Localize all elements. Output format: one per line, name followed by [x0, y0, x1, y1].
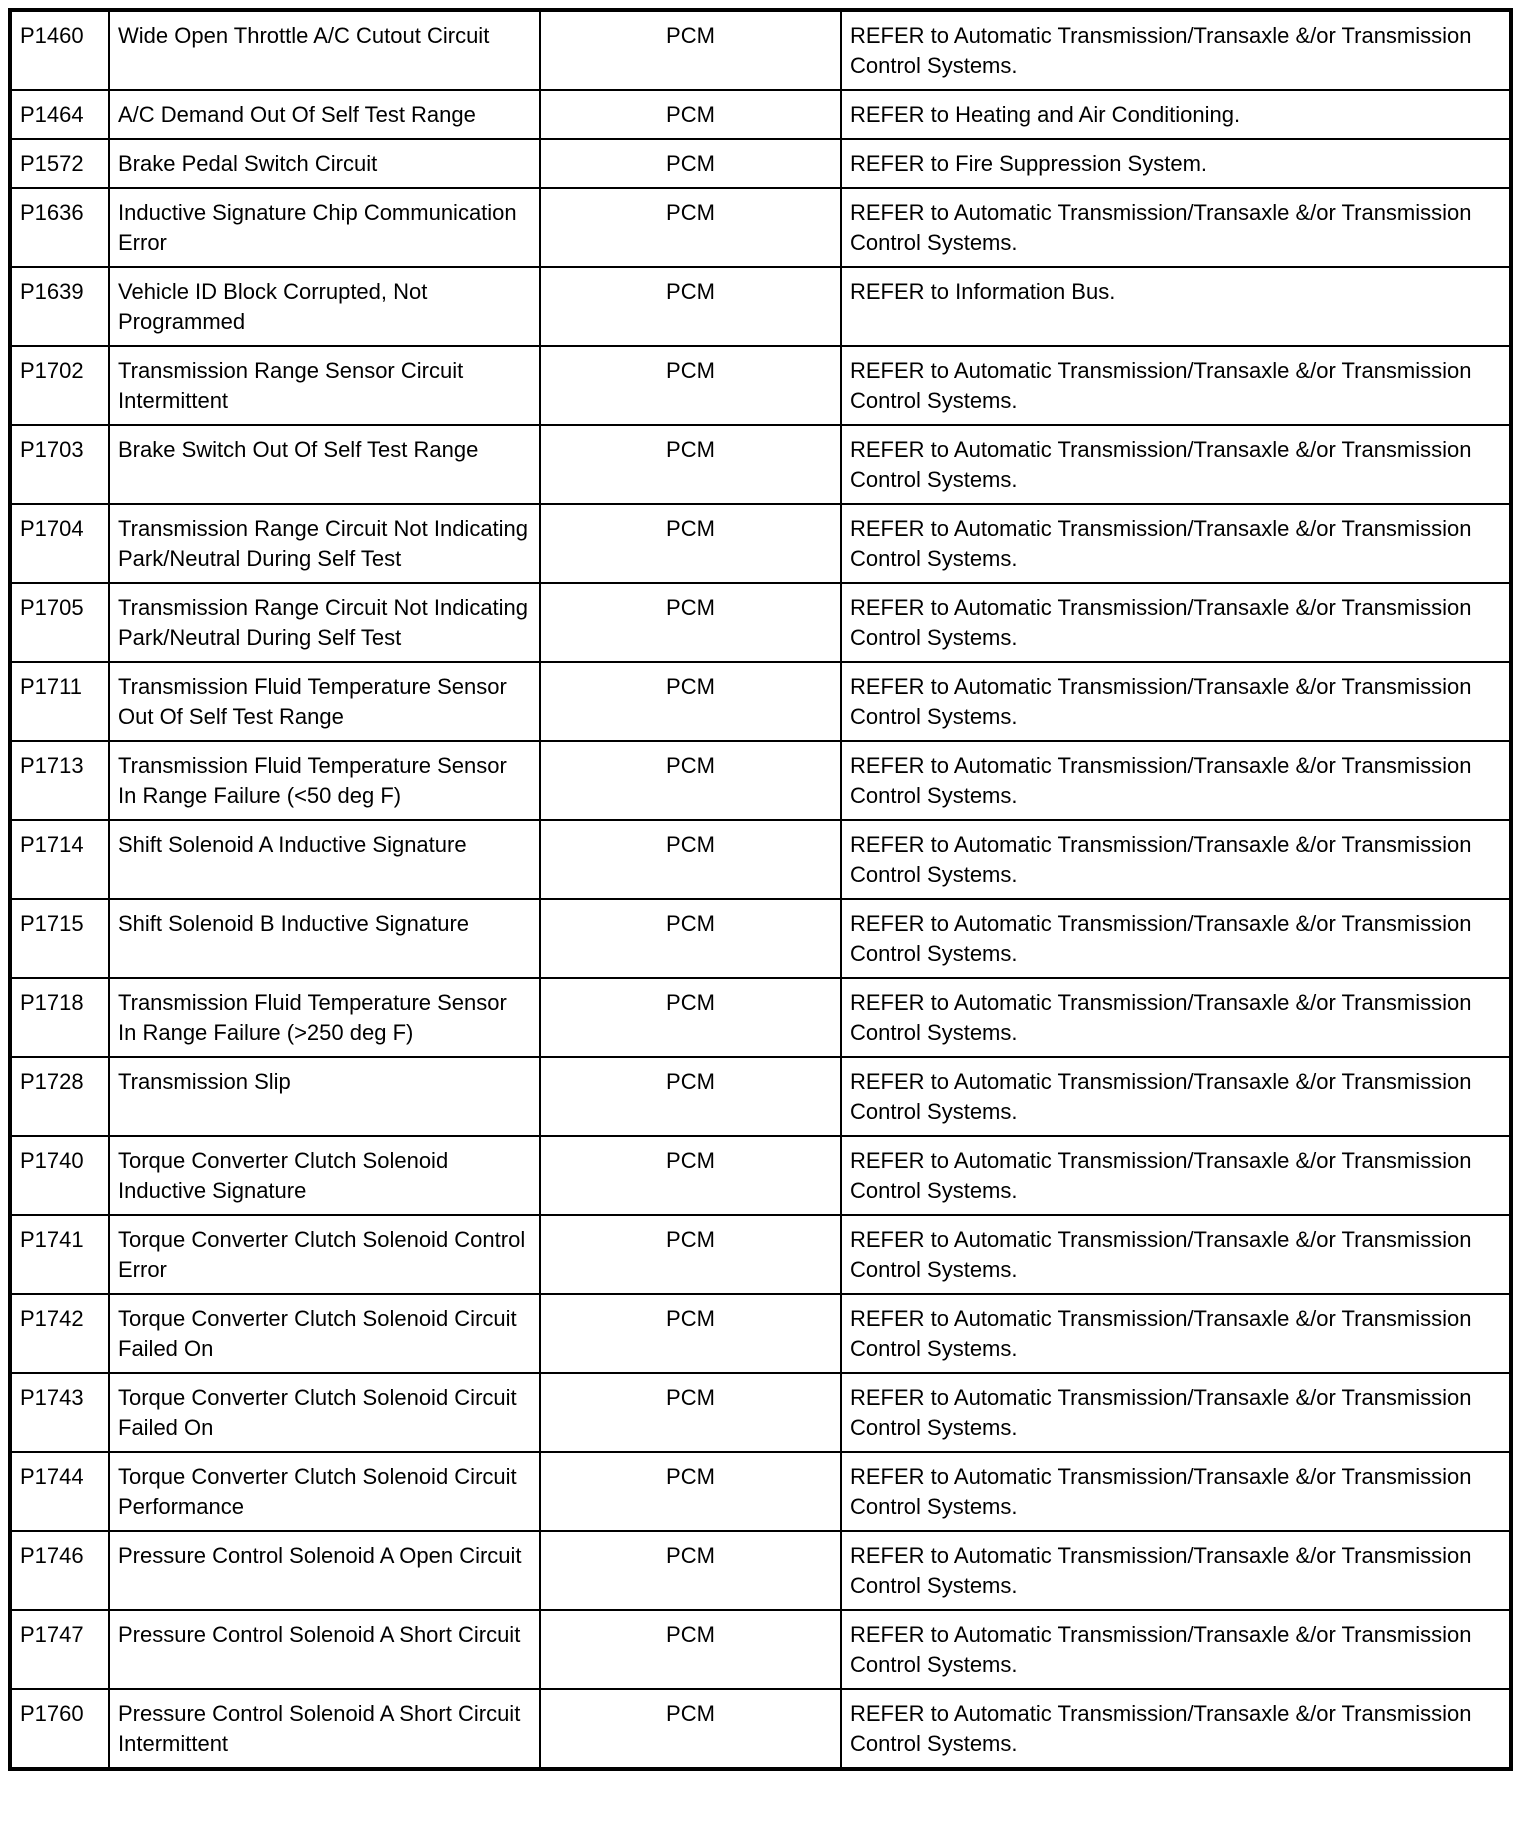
module-cell: PCM [540, 504, 841, 583]
action-cell: REFER to Automatic Transmission/Transaxle &/or Transmission Control Systems. [841, 583, 1511, 662]
table-row [10, 1689, 1511, 1769]
dtc-code-cell: P1741 [10, 1215, 109, 1294]
description-cell: Torque Converter Clutch Solenoid Circuit Failed On [109, 1294, 540, 1373]
table-row [10, 1057, 1511, 1136]
module-cell: PCM [540, 1057, 841, 1136]
module-cell: PCM [540, 820, 841, 899]
action-cell: REFER to Automatic Transmission/Transaxle &/or Transmission Control Systems. [841, 1452, 1511, 1531]
dtc-code-cell: P1703 [10, 425, 109, 504]
dtc-code-cell: P1760 [10, 1689, 109, 1769]
dtc-code-cell: P1705 [10, 583, 109, 662]
dtc-table-body [10, 10, 1511, 1769]
table-row [10, 1610, 1511, 1689]
action-cell: REFER to Fire Suppression System. [841, 139, 1511, 188]
description-cell: Transmission Fluid Temperature Sensor Out Of Self Test Range [109, 662, 540, 741]
action-cell: REFER to Automatic Transmission/Transaxle &/or Transmission Control Systems. [841, 1531, 1511, 1610]
action-cell: REFER to Automatic Transmission/Transaxle &/or Transmission Control Systems. [841, 1689, 1511, 1769]
action-cell: REFER to Automatic Transmission/Transaxle &/or Transmission Control Systems. [841, 662, 1511, 741]
module-cell: PCM [540, 1215, 841, 1294]
module-cell: PCM [540, 1689, 841, 1769]
table-row [10, 1452, 1511, 1531]
dtc-code-cell: P1572 [10, 139, 109, 188]
module-cell: PCM [540, 1452, 841, 1531]
table-row [10, 583, 1511, 662]
action-cell: REFER to Automatic Transmission/Transaxle &/or Transmission Control Systems. [841, 425, 1511, 504]
action-cell: REFER to Automatic Transmission/Transaxle &/or Transmission Control Systems. [841, 741, 1511, 820]
dtc-code-cell: P1713 [10, 741, 109, 820]
table-row [10, 899, 1511, 978]
table-row [10, 978, 1511, 1057]
dtc-code-cell: P1740 [10, 1136, 109, 1215]
dtc-code-cell: P1639 [10, 267, 109, 346]
table-row [10, 188, 1511, 267]
module-cell: PCM [540, 583, 841, 662]
table-row [10, 504, 1511, 583]
action-cell: REFER to Automatic Transmission/Transaxle &/or Transmission Control Systems. [841, 1610, 1511, 1689]
module-cell: PCM [540, 978, 841, 1057]
description-cell: Torque Converter Clutch Solenoid Control Error [109, 1215, 540, 1294]
dtc-code-cell: P1746 [10, 1531, 109, 1610]
action-cell: REFER to Automatic Transmission/Transaxle &/or Transmission Control Systems. [841, 899, 1511, 978]
table-row [10, 267, 1511, 346]
module-cell: PCM [540, 267, 841, 346]
description-cell: A/C Demand Out Of Self Test Range [109, 90, 540, 139]
dtc-code-cell: P1747 [10, 1610, 109, 1689]
dtc-code-cell: P1636 [10, 188, 109, 267]
description-cell: Pressure Control Solenoid A Short Circuit [109, 1610, 540, 1689]
module-cell: PCM [540, 139, 841, 188]
dtc-code-cell: P1711 [10, 662, 109, 741]
module-cell: PCM [540, 425, 841, 504]
dtc-code-cell: P1464 [10, 90, 109, 139]
action-cell: REFER to Automatic Transmission/Transaxle &/or Transmission Control Systems. [841, 1215, 1511, 1294]
module-cell: PCM [540, 1610, 841, 1689]
module-cell: PCM [540, 1373, 841, 1452]
dtc-code-cell: P1460 [10, 10, 109, 90]
table-row [10, 90, 1511, 139]
dtc-code-cell: P1718 [10, 978, 109, 1057]
action-cell: REFER to Heating and Air Conditioning. [841, 90, 1511, 139]
action-cell: REFER to Automatic Transmission/Transaxle &/or Transmission Control Systems. [841, 504, 1511, 583]
dtc-code-cell: P1744 [10, 1452, 109, 1531]
module-cell: PCM [540, 90, 841, 139]
description-cell: Transmission Range Circuit Not Indicating Park/Neutral During Self Test [109, 583, 540, 662]
module-cell: PCM [540, 1136, 841, 1215]
description-cell: Brake Switch Out Of Self Test Range [109, 425, 540, 504]
table-row [10, 1531, 1511, 1610]
table-row [10, 425, 1511, 504]
table-row [10, 346, 1511, 425]
description-cell: Transmission Range Circuit Not Indicating Park/Neutral During Self Test [109, 504, 540, 583]
description-cell: Pressure Control Solenoid A Short Circuit Intermittent [109, 1689, 540, 1769]
dtc-code-cell: P1704 [10, 504, 109, 583]
table-row [10, 10, 1511, 90]
description-cell: Torque Converter Clutch Solenoid Inductive Signature [109, 1136, 540, 1215]
description-cell: Transmission Fluid Temperature Sensor In Range Failure (<50 deg F) [109, 741, 540, 820]
description-cell: Transmission Range Sensor Circuit Intermittent [109, 346, 540, 425]
module-cell: PCM [540, 1294, 841, 1373]
table-row [10, 1373, 1511, 1452]
table-row [10, 1215, 1511, 1294]
dtc-code-cell: P1702 [10, 346, 109, 425]
action-cell: REFER to Automatic Transmission/Transaxle &/or Transmission Control Systems. [841, 1057, 1511, 1136]
action-cell: REFER to Automatic Transmission/Transaxle &/or Transmission Control Systems. [841, 1294, 1511, 1373]
description-cell: Transmission Fluid Temperature Sensor In Range Failure (>250 deg F) [109, 978, 540, 1057]
dtc-code-cell: P1714 [10, 820, 109, 899]
table-row [10, 662, 1511, 741]
description-cell: Torque Converter Clutch Solenoid Circuit Performance [109, 1452, 540, 1531]
description-cell: Vehicle ID Block Corrupted, Not Programmed [109, 267, 540, 346]
action-cell: REFER to Automatic Transmission/Transaxle &/or Transmission Control Systems. [841, 978, 1511, 1057]
description-cell: Inductive Signature Chip Communication Error [109, 188, 540, 267]
action-cell: REFER to Automatic Transmission/Transaxle &/or Transmission Control Systems. [841, 1136, 1511, 1215]
action-cell: REFER to Automatic Transmission/Transaxle &/or Transmission Control Systems. [841, 1373, 1511, 1452]
module-cell: PCM [540, 346, 841, 425]
description-cell: Shift Solenoid B Inductive Signature [109, 899, 540, 978]
dtc-code-cell: P1742 [10, 1294, 109, 1373]
table-row [10, 1294, 1511, 1373]
table-row [10, 741, 1511, 820]
description-cell: Pressure Control Solenoid A Open Circuit [109, 1531, 540, 1610]
module-cell: PCM [540, 899, 841, 978]
module-cell: PCM [540, 1531, 841, 1610]
description-cell: Torque Converter Clutch Solenoid Circuit Failed On [109, 1373, 540, 1452]
action-cell: REFER to Automatic Transmission/Transaxle &/or Transmission Control Systems. [841, 10, 1511, 90]
description-cell: Brake Pedal Switch Circuit [109, 139, 540, 188]
table-row [10, 1136, 1511, 1215]
module-cell: PCM [540, 662, 841, 741]
module-cell: PCM [540, 188, 841, 267]
table-row [10, 820, 1511, 899]
dtc-table [8, 8, 1513, 1771]
description-cell: Shift Solenoid A Inductive Signature [109, 820, 540, 899]
dtc-code-cell: P1728 [10, 1057, 109, 1136]
description-cell: Wide Open Throttle A/C Cutout Circuit [109, 10, 540, 90]
action-cell: REFER to Automatic Transmission/Transaxle &/or Transmission Control Systems. [841, 346, 1511, 425]
dtc-code-cell: P1715 [10, 899, 109, 978]
action-cell: REFER to Automatic Transmission/Transaxle &/or Transmission Control Systems. [841, 820, 1511, 899]
table-row [10, 139, 1511, 188]
dtc-code-cell: P1743 [10, 1373, 109, 1452]
module-cell: PCM [540, 741, 841, 820]
action-cell: REFER to Information Bus. [841, 267, 1511, 346]
description-cell: Transmission Slip [109, 1057, 540, 1136]
module-cell: PCM [540, 10, 841, 90]
action-cell: REFER to Automatic Transmission/Transaxle &/or Transmission Control Systems. [841, 188, 1511, 267]
